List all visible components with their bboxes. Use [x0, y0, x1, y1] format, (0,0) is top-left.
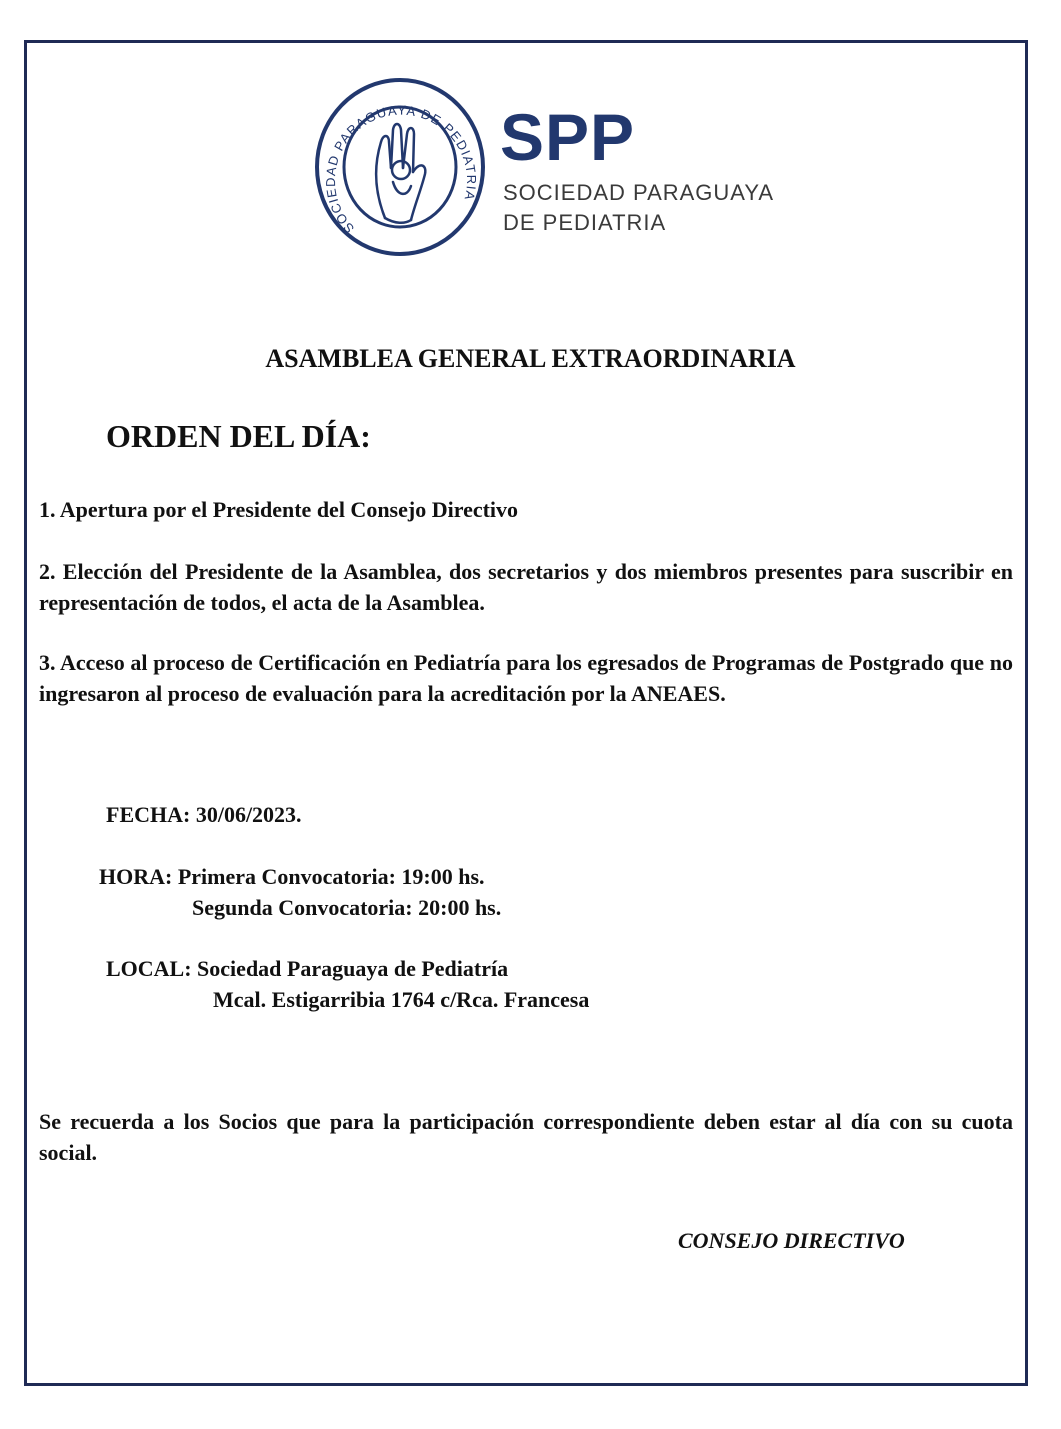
spp-name-line2: DE PEDIATRIA: [503, 210, 667, 235]
spp-acronym: SPP: [500, 100, 636, 174]
reminder-text: Se recuerda a los Socios que para la participación correspondiente deben estar al día con su cuota social.: [39, 1109, 1013, 1165]
hora-line-2: Segunda Convocatoria: 20:00 hs.: [192, 895, 502, 920]
spp-seal-logo: [315, 78, 485, 256]
agenda-item-2: 2. Elección del Presidente de la Asamblea, dos secretarios y dos miembros presentes para suscribir en representación de todos, el acta de la Asamblea.: [39, 559, 1013, 615]
agenda-heading: ORDEN DEL DÍA:: [106, 418, 371, 454]
signature: CONSEJO DIRECTIVO: [678, 1228, 905, 1253]
spp-name-line1: SOCIEDAD PARAGUAYA: [503, 180, 775, 205]
seal-text: SOCIEDAD PARAGUAYA DE PEDIATRIA: [322, 102, 480, 237]
document-border: [24, 40, 1028, 1386]
hora-line-1: HORA: Primera Convocatoria: 19:00 hs.: [99, 864, 485, 889]
local-line-1: LOCAL: Sociedad Paraguaya de Pediatría: [106, 956, 509, 981]
agenda-item-1: 1. Apertura por el Presidente del Consejo Directivo: [39, 497, 519, 522]
document-title: ASAMBLEA GENERAL EXTRAORDINARIA: [265, 344, 796, 373]
fecha-line: FECHA: 30/06/2023.: [106, 802, 302, 827]
agenda-item-3: 3. Acceso al proceso de Certificación en Pediatría para los egresados de Programas de Postgrado que no ingresaron al proceso de evaluación para la acreditación por la ANEAES.: [39, 650, 1013, 706]
local-line-2: Mcal. Estigarribia 1764 c/Rca. Francesa: [213, 987, 590, 1012]
